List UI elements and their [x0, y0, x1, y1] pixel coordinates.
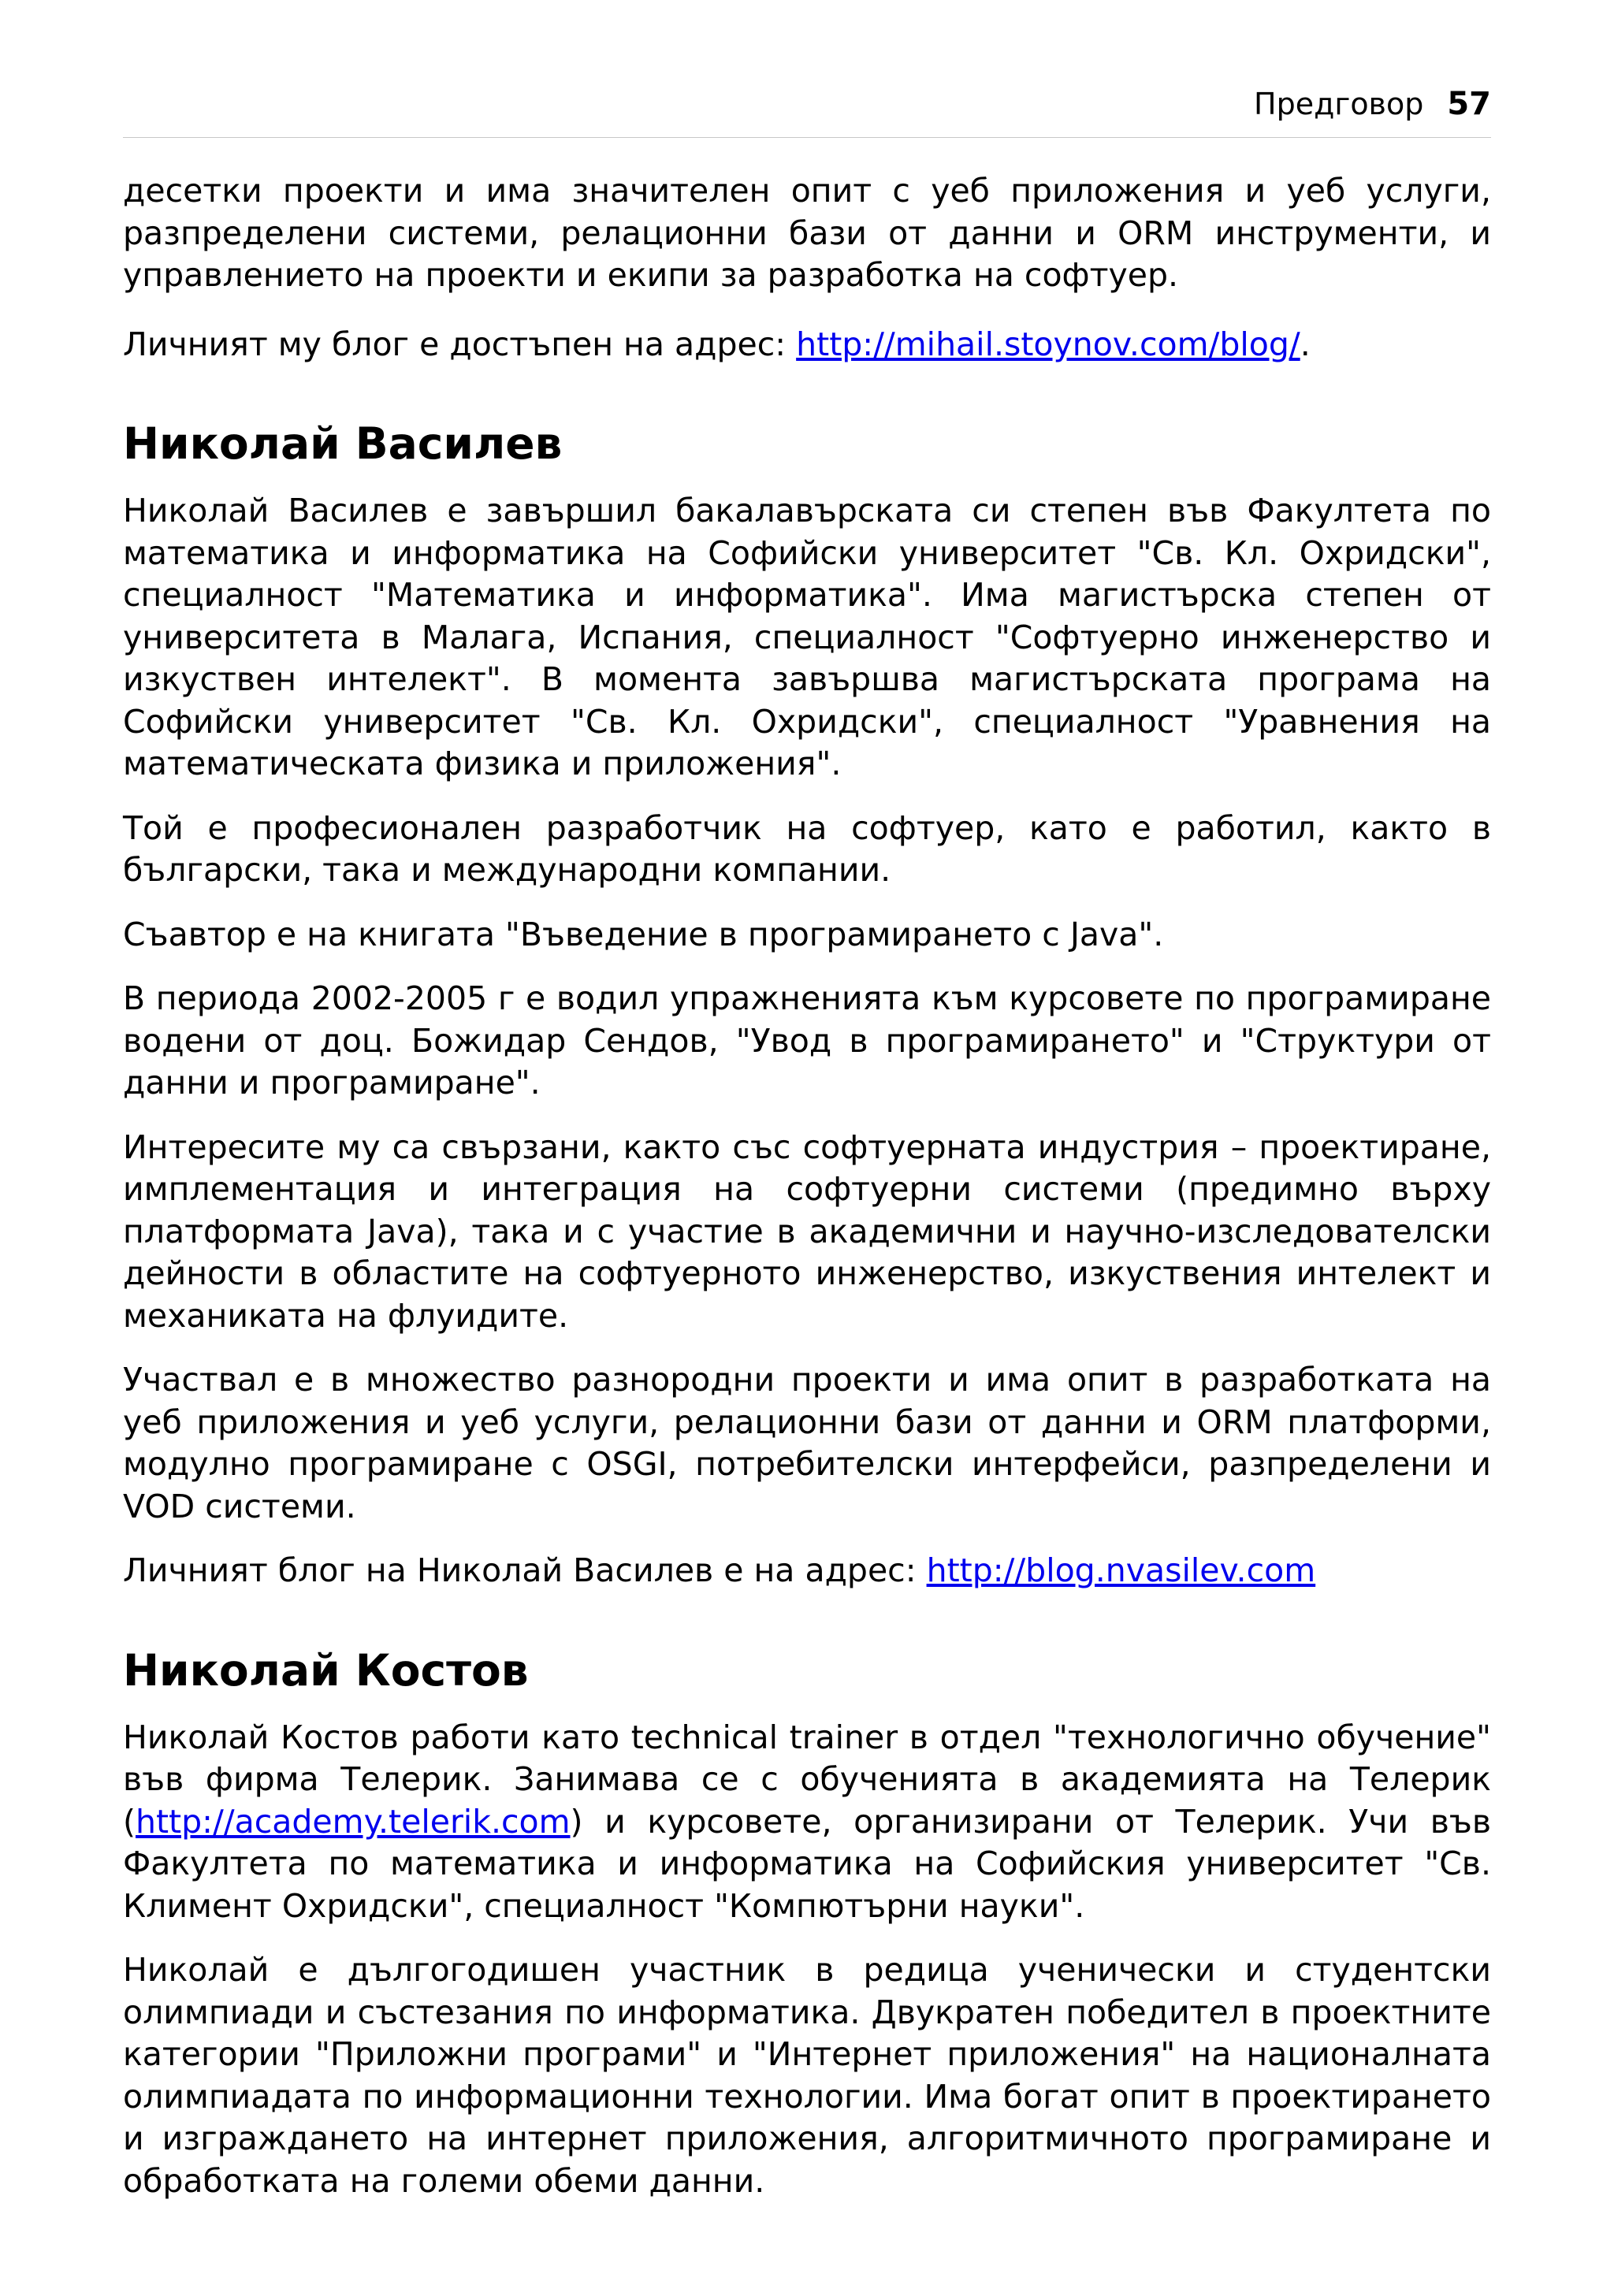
- kostov-paragraph-2: Николай е дългогодишен участник в редица ученически и студентски олимпиади и състезания по информатика. Двукратен победител в проектните категории "Приложни програми" и "Интернет приложения" на националната олимпиадата по информационни технологии. Има богат опит в проектирането и изграждането на интернет приложения, алгоритмичното програмиране и обработката на големи обеми данни.: [123, 1951, 1491, 2200]
- kostov-p1-text-a: Николай Костов работи като technical trainer в отдел "технологично обучение" във фирма Телерик. Занимава се с обученията в академията на Телерик (: [123, 1718, 1491, 1841]
- intro-paragraph-2: [123, 324, 1491, 366]
- vasilev-paragraph-3: Съавтор е на книгата "Въведение в програмирането с Java".: [123, 915, 1164, 953]
- vasilev-paragraph-2: Той е професионален разработчик на софтуер, като е работил, както в български, така и международни компании.: [123, 808, 1491, 889]
- stoynov-blog-link[interactable]: http://mihail.stoynov.com/blog/: [796, 325, 1300, 363]
- vasilev-paragraph-6: Участвал е в множество разнородни проекти и има опит в разработката на уеб приложения и уеб услуги, релационни бази от данни и ORM платформи, модулно програмиране с OSGI, потребителски интерфейси, разпределени и VOD системи.: [123, 1361, 1491, 1525]
- intro-paragraph-1: десетки проекти и има значителен опит с уеб приложения и уеб услуги, разпределени системи, релационни бази от данни и ORM инструменти, и управлението на проекти и екипи за разработка на софтуер.: [123, 172, 1491, 294]
- intro-blog-end: .: [1300, 325, 1311, 363]
- header-chapter-title: Предговор: [1254, 87, 1424, 121]
- vasilev-paragraph-4: В периода 2002-2005 г е водил упражненията към курсовете по програмиране водени от доц. Божидар Сендов, "Увод в програмирането" и "Структури от данни и програмиране".: [123, 979, 1491, 1102]
- vasilev-paragraph-5: Интересите му са свързани, както със софтуерната индустрия – проектиране, имплементация и интеграция на софтуерни системи (предимно върху платформата Java), така и с участие в академични и научно-изследователски дейности в областите на софтуерното инженерство, изкуствения интелект и механиката на флуидите.: [123, 1128, 1491, 1335]
- vasilev-blog-text: Личният блог на Николай Василев е на адрес:: [123, 1551, 927, 1589]
- vasilev-paragraph-1: Николай Василев е завършил бакалавърската си степен във Факултета по математика и информатика на Софийски университет "Св. Кл. Охридски", специалност "Математика и информатика". Има магистърска степен от университета в Малага, Испания, специалност "Софтуерно инженерство и изкуствен интелект". В момента завършва магистърската програма на Софийски университет "Св. Кл. Охридски", специалност "Уравнения на математическата физика и приложения".: [123, 492, 1491, 782]
- page-content: [123, 170, 1491, 2224]
- nvasilev-blog-link[interactable]: http://blog.nvasilev.com: [926, 1551, 1316, 1589]
- intro-blog-text: Личният му блог е достъпен на адрес:: [123, 325, 797, 363]
- header-page-number: 57: [1447, 86, 1491, 122]
- page-header: [123, 82, 1491, 138]
- section-heading-vasilev: Николай Василев: [123, 418, 563, 469]
- section-heading-kostov: Николай Костов: [123, 1644, 529, 1696]
- kostov-paragraph-1: [123, 1717, 1491, 1928]
- vasilev-paragraph-7: [123, 1550, 1491, 1592]
- kostov-p1-text-b: ) и курсовете, организирани от Телерик. Учи във Факултета по математика и информатика на Софийския университет "Св. Климент Охридски", специалност "Компютърни науки".: [123, 1802, 1491, 1925]
- telerik-academy-link[interactable]: http://academy.telerik.com: [136, 1802, 571, 1841]
